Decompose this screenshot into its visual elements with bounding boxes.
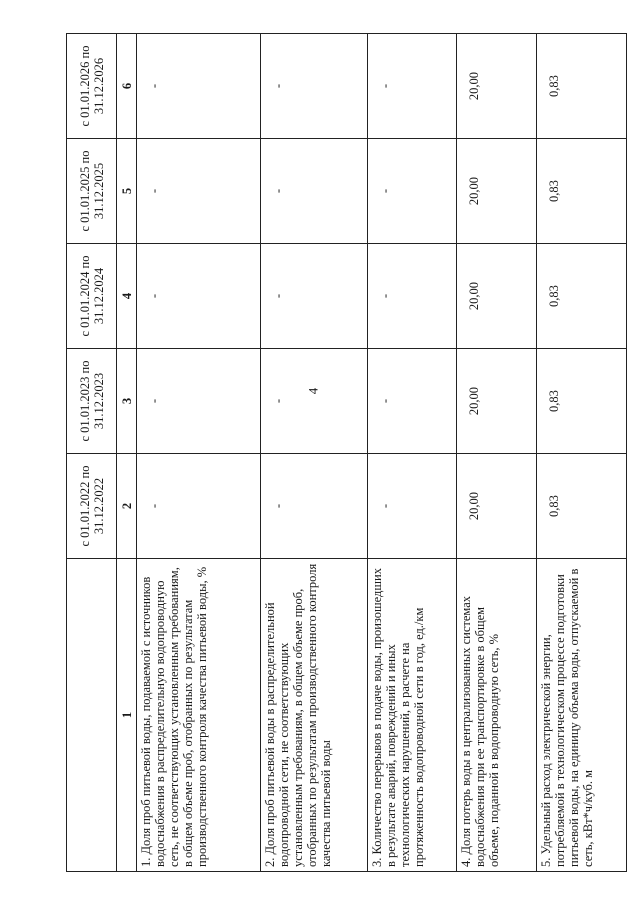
header-period-2024: с 01.01.2024 по 31.12.2024 xyxy=(67,244,117,349)
header-corner-cell xyxy=(67,559,117,872)
indicator-label: 3. Количество перерывов в подаче воды, произошедших в результате аварий, повреждений и иных технологических нарушений, в расчете на протяженность водопроводной сети в год, ед./км xyxy=(368,559,457,872)
indicator-value: - xyxy=(137,454,261,559)
header-period-2023: с 01.01.2023 по 31.12.2023 xyxy=(67,349,117,454)
column-number: 3 xyxy=(117,349,137,454)
column-number-row xyxy=(117,34,137,872)
indicators-table xyxy=(66,33,627,872)
indicator-value: - xyxy=(368,139,457,244)
indicator-value: - xyxy=(368,454,457,559)
column-number: 2 xyxy=(117,454,137,559)
indicator-value: - xyxy=(261,244,368,349)
column-number: 1 xyxy=(117,559,137,872)
column-number: 5 xyxy=(117,139,137,244)
indicator-value: 0,83 xyxy=(537,454,627,559)
indicator-value: 0,83 xyxy=(537,34,627,139)
indicator-value: 0,83 xyxy=(537,349,627,454)
indicator-value: - xyxy=(261,454,368,559)
indicator-value: - xyxy=(137,349,261,454)
table-row xyxy=(137,34,261,872)
indicator-value: - xyxy=(137,34,261,139)
indicator-value: 20,00 xyxy=(457,454,537,559)
indicator-value: - xyxy=(137,139,261,244)
indicator-value: - xyxy=(137,244,261,349)
header-period-2025: с 01.01.2025 по 31.12.2025 xyxy=(67,139,117,244)
header-row xyxy=(67,34,117,872)
table-row xyxy=(537,34,627,872)
indicator-label: 2. Доля проб питьевой воды в распределительной водопроводной сети, не соответствующих установленным требованиям, в общем объеме проб, отобранных по результатам производственного контроля качества питьевой воды xyxy=(261,559,368,872)
indicator-value: - xyxy=(261,34,368,139)
table-row xyxy=(261,34,368,872)
indicator-value: 0,83 xyxy=(537,139,627,244)
indicator-value: 20,00 xyxy=(457,244,537,349)
indicator-value: - xyxy=(368,34,457,139)
header-period-2022: с 01.01.2022 по 31.12.2022 xyxy=(67,454,117,559)
indicator-label: 4. Доля потерь воды в централизованных системах водоснабжения при ее транспортировке в общем объеме, поданной в водопроводную сеть, % xyxy=(457,559,537,872)
indicator-value: 20,00 xyxy=(457,34,537,139)
column-number: 4 xyxy=(117,244,137,349)
indicator-value: - xyxy=(261,139,368,244)
indicator-value: - xyxy=(368,244,457,349)
indicator-value: 20,00 xyxy=(457,349,537,454)
indicator-value: - xyxy=(261,349,368,454)
table-row xyxy=(368,34,457,872)
column-number: 6 xyxy=(117,34,137,139)
indicator-label: 1. Доля проб питьевой воды, подаваемой с источников водоснабжения в распределительную водопроводную сеть, не соответствующих установленным требованиям, в общем объеме проб, отобранных по результатам производственного контроля качества питьевой воды, % xyxy=(137,559,261,872)
table-row xyxy=(457,34,537,872)
page-number: 4 xyxy=(305,387,321,395)
header-period-2026: с 01.01.2026 по 31.12.2026 xyxy=(67,34,117,139)
indicator-value: 20,00 xyxy=(457,139,537,244)
indicator-value: - xyxy=(368,349,457,454)
rotated-page-content xyxy=(66,34,626,872)
indicator-label: 5. Удельный расход электрической энергии, потребляемой в технологическом процессе подготовки питьевой воды, на единицу объема воды, отпускаемой в сеть, кВт*ч/куб. м xyxy=(537,559,627,872)
indicator-value: 0,83 xyxy=(537,244,627,349)
